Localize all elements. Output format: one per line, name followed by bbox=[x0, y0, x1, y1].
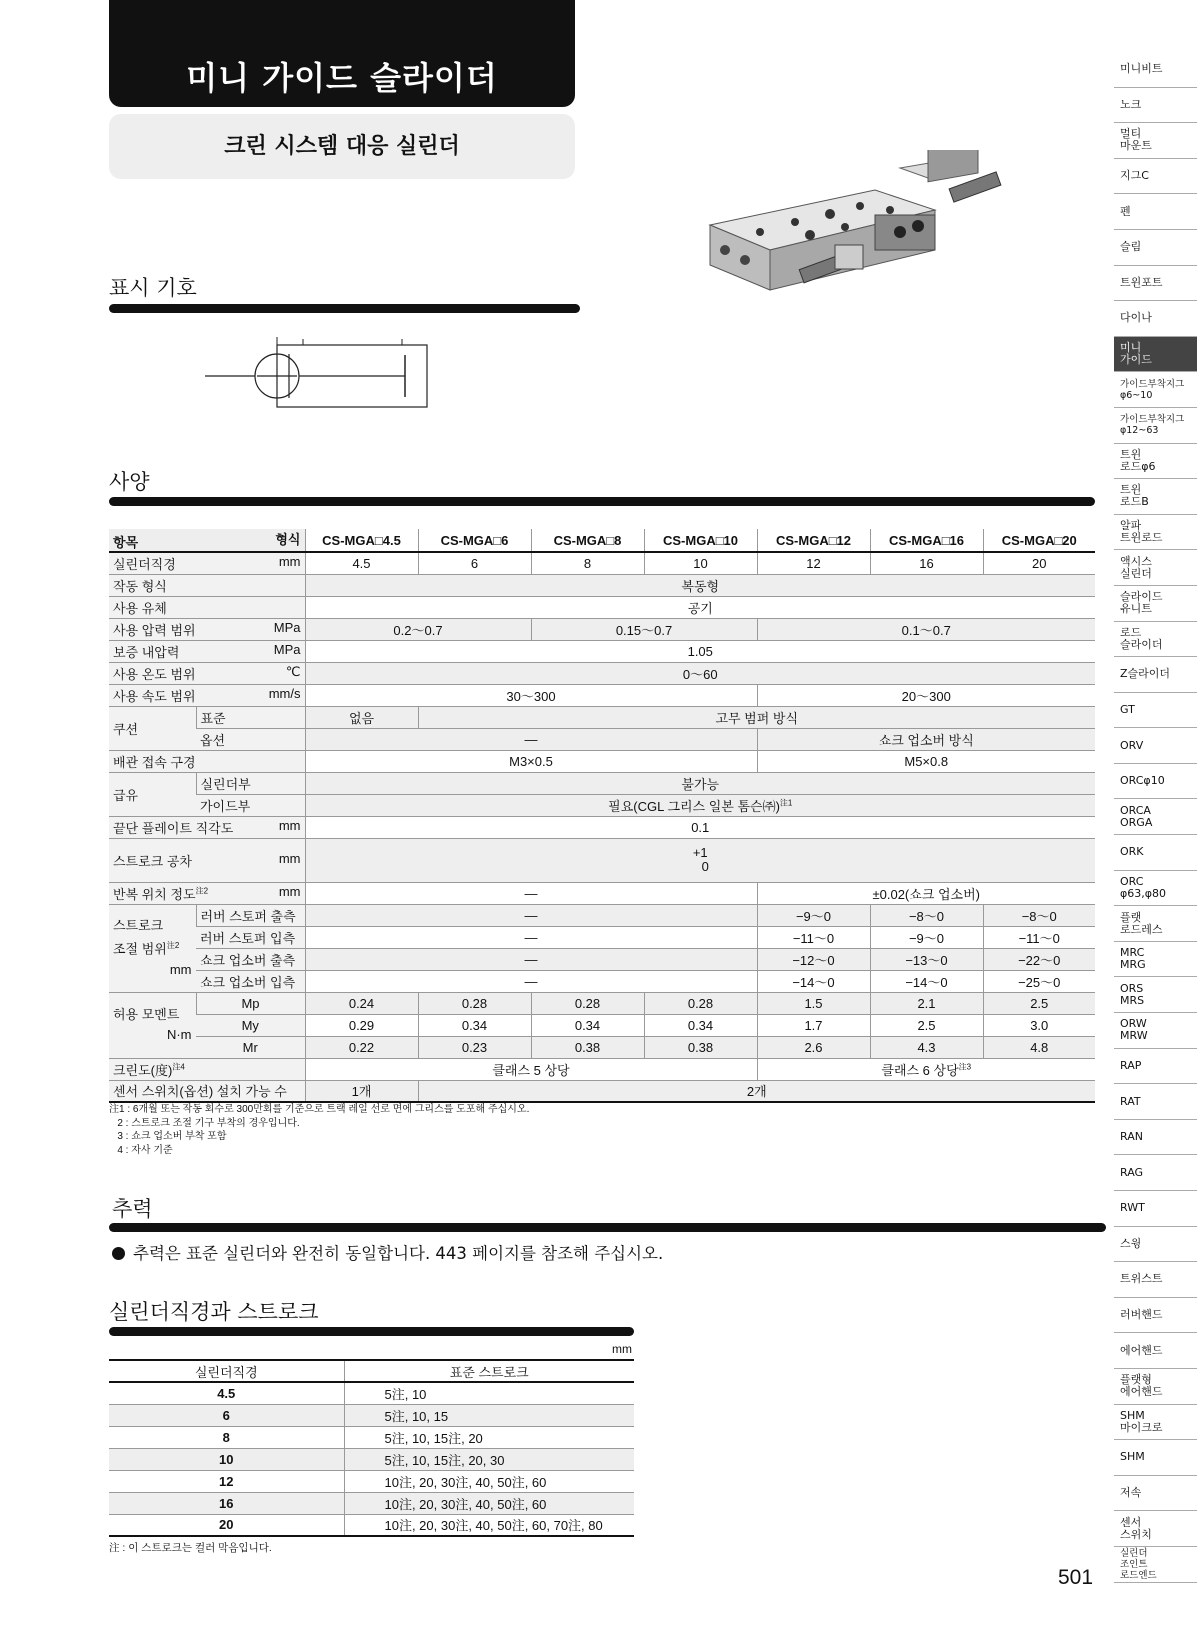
model-name: CS-MGA□8 bbox=[531, 529, 644, 552]
cell: −8～0 bbox=[983, 904, 1095, 926]
cell: 0.2～0.7 bbox=[305, 618, 531, 640]
stroke-cell: 10注, 20, 30注, 40, 50注, 60, 70注, 80 bbox=[344, 1514, 634, 1536]
row-label bbox=[109, 882, 305, 904]
cell: 0.24 bbox=[305, 992, 418, 1014]
row-sublabel: Mr bbox=[196, 1036, 305, 1058]
row-label bbox=[109, 904, 196, 992]
cell: −14～0 bbox=[757, 970, 870, 992]
row-unit: mm bbox=[278, 850, 301, 866]
spec-row-tolerance bbox=[109, 838, 1095, 882]
side-index-item[interactable]: 트윈 로드φ6 bbox=[1114, 444, 1197, 480]
cell: −12～0 bbox=[757, 948, 870, 970]
cell: — bbox=[305, 926, 757, 948]
cell: 0.28 bbox=[418, 992, 531, 1014]
stroke-cell: 5注, 10, 15 bbox=[344, 1404, 634, 1426]
section-title-spec: 사양 bbox=[109, 470, 150, 494]
cell: 0.1 bbox=[305, 816, 1095, 838]
row-unit: mm bbox=[169, 961, 192, 977]
bore-cell: 16 bbox=[109, 1492, 344, 1514]
row-sublabel: 쇼크 업소버 출측 bbox=[196, 948, 305, 970]
cell: 고무 범퍼 방식 bbox=[418, 706, 1095, 728]
cell: 4.3 bbox=[870, 1036, 983, 1058]
stroke-cell: 5注, 10, 15注, 20 bbox=[344, 1426, 634, 1448]
cell: — bbox=[305, 948, 757, 970]
cell: 불가능 bbox=[305, 772, 1095, 794]
section-bar bbox=[109, 1223, 1106, 1232]
cell: 10 bbox=[644, 552, 757, 574]
spec-table bbox=[109, 529, 1095, 1103]
spec-header-cell bbox=[109, 529, 305, 552]
row-label: 배관 접속 구경 bbox=[109, 750, 305, 772]
cell: 20～300 bbox=[757, 684, 1095, 706]
cell: 2.5 bbox=[870, 1014, 983, 1036]
side-index-item[interactable]: 러버핸드 bbox=[1114, 1298, 1197, 1334]
row-label-text: 크린도(度) bbox=[113, 1062, 173, 1078]
side-index-item[interactable]: 미니비트 bbox=[1114, 52, 1197, 88]
cell: 1.05 bbox=[305, 640, 1095, 662]
product-image bbox=[700, 150, 1020, 320]
cell: 4.5 bbox=[305, 552, 418, 574]
note-ref: 注4 bbox=[172, 1062, 185, 1072]
spec-row-moment bbox=[109, 992, 1095, 1014]
row-label bbox=[109, 640, 305, 662]
side-index-item[interactable]: SHM bbox=[1114, 1440, 1197, 1476]
row-sublabel: My bbox=[196, 1014, 305, 1036]
cell: 0.34 bbox=[418, 1014, 531, 1036]
tolerance-plus: +1 bbox=[692, 845, 708, 860]
cell: −11～0 bbox=[757, 926, 870, 948]
cell: −9～0 bbox=[757, 904, 870, 926]
side-index-item[interactable]: 플랫 로드레스 bbox=[1114, 906, 1197, 942]
cell: 0.29 bbox=[305, 1014, 418, 1036]
spec-row-clean bbox=[109, 1058, 1095, 1080]
row-label-text: 보증 내압력 bbox=[113, 644, 180, 660]
cell bbox=[305, 794, 1095, 816]
side-index-item[interactable]: ORW MRW bbox=[1114, 1013, 1197, 1049]
side-index-item[interactable]: 슬라이드 유니트 bbox=[1114, 586, 1197, 622]
side-index-item[interactable]: 로드 슬라이더 bbox=[1114, 622, 1197, 658]
row-label: 작동 형식 bbox=[109, 574, 305, 596]
spec-row-cushion-std bbox=[109, 706, 1095, 728]
stroke-cell: 5注, 10 bbox=[344, 1382, 634, 1404]
cell: 0.15～0.7 bbox=[531, 618, 757, 640]
side-index-item[interactable]: 미니 가이드 bbox=[1114, 337, 1197, 373]
note-line: 注1 : 6개월 또는 작동 회수로 300만회를 기준으로 트랙 레일 선로 면에 그리스를 도포해 주십시오. bbox=[109, 1104, 530, 1115]
bore-cell: 12 bbox=[109, 1470, 344, 1492]
cell: 1개 bbox=[305, 1080, 418, 1102]
force-text bbox=[112, 1240, 663, 1264]
stroke-cell: 10注, 20, 30注, 40, 50注, 60 bbox=[344, 1492, 634, 1514]
row-sublabel: 쇼크 업소버 입측 bbox=[196, 970, 305, 992]
cell: −11～0 bbox=[983, 926, 1095, 948]
row-unit: ℃ bbox=[285, 663, 301, 679]
spec-row-adjust bbox=[109, 926, 1095, 948]
row-label-text: 끝단 플레이트 직각도 bbox=[113, 820, 234, 836]
row-sublabel: 러버 스토퍼 출측 bbox=[196, 904, 305, 926]
cell: — bbox=[305, 728, 757, 750]
spec-header-item: 항목 bbox=[113, 535, 139, 550]
row-sublabel: 표준 bbox=[196, 706, 305, 728]
cell: 0.34 bbox=[644, 1014, 757, 1036]
cell: −25～0 bbox=[983, 970, 1095, 992]
cell-text: 필요(CGL 그리스 일본 톰슨㈜) bbox=[608, 798, 780, 814]
cell: −8～0 bbox=[870, 904, 983, 926]
note-ref: 注2 bbox=[166, 941, 180, 951]
cell: — bbox=[305, 882, 757, 904]
page-subtitle: 크린 시스템 대응 실린더 bbox=[109, 114, 575, 179]
cell: 0.28 bbox=[644, 992, 757, 1014]
cell: 없음 bbox=[305, 706, 418, 728]
tolerance-zero: 0 bbox=[701, 859, 709, 874]
stroke-cell: 10注, 20, 30注, 40, 50注, 60 bbox=[344, 1470, 634, 1492]
cell: 클래스 5 상당 bbox=[305, 1058, 757, 1080]
side-index-item[interactable]: 다이나 bbox=[1114, 301, 1197, 337]
row-sublabel: 가이드부 bbox=[196, 794, 305, 816]
cell: 2.6 bbox=[757, 1036, 870, 1058]
side-index-nav bbox=[1114, 52, 1197, 1583]
bore-cell: 8 bbox=[109, 1426, 344, 1448]
stroke-header bbox=[109, 1360, 634, 1382]
side-index-item[interactable]: RWT bbox=[1114, 1191, 1197, 1227]
cell: 복동형 bbox=[305, 574, 1095, 596]
cell: 2.5 bbox=[983, 992, 1095, 1014]
cell: 0.22 bbox=[305, 1036, 418, 1058]
cell: −14～0 bbox=[870, 970, 983, 992]
side-index-item[interactable]: ORCA ORGA bbox=[1114, 799, 1197, 835]
cell: 공기 bbox=[305, 596, 1095, 618]
cell: 2.1 bbox=[870, 992, 983, 1014]
header-stroke: 표준 스트로크 bbox=[344, 1360, 634, 1382]
spec-row-moment bbox=[109, 1014, 1095, 1036]
spec-row-speed bbox=[109, 684, 1095, 706]
cell: 3.0 bbox=[983, 1014, 1095, 1036]
cell: 1.5 bbox=[757, 992, 870, 1014]
stroke-row bbox=[109, 1448, 634, 1470]
spec-row-lube-guide bbox=[109, 794, 1095, 816]
cell: — bbox=[305, 904, 757, 926]
section-title-symbol: 표시 기호 bbox=[109, 276, 197, 300]
row-label bbox=[109, 992, 196, 1058]
row-label-text: 반복 위치 정도 bbox=[113, 886, 196, 902]
side-index-item[interactable]: ORK bbox=[1114, 835, 1197, 871]
cell: −22～0 bbox=[983, 948, 1095, 970]
force-text-content: 추력은 표준 실린더와 완전히 동일합니다. 443 페이지를 참조해 주십시오. bbox=[133, 1244, 664, 1263]
spec-row-adjust bbox=[109, 970, 1095, 992]
spec-row-lube-cyl bbox=[109, 772, 1095, 794]
spec-row-squareness bbox=[109, 816, 1095, 838]
row-label-text: 스트로크 bbox=[113, 918, 164, 934]
side-index-item[interactable]: 에어핸드 bbox=[1114, 1333, 1197, 1369]
side-index-item[interactable]: 트윈포트 bbox=[1114, 266, 1197, 302]
model-name: CS-MGA□16 bbox=[870, 529, 983, 552]
cell: M3×0.5 bbox=[305, 750, 757, 772]
note-ref: 注2 bbox=[195, 886, 209, 896]
side-index-item[interactable]: 가이드부착지그 φ6~10 bbox=[1114, 372, 1197, 408]
side-index-item[interactable]: 트위스트 bbox=[1114, 1262, 1197, 1298]
row-label: 쿠션 bbox=[109, 706, 196, 750]
spec-row-repeat bbox=[109, 882, 1095, 904]
stroke-note: 注 : 이 스트로크는 컬러 막음입니다. bbox=[109, 1542, 272, 1554]
side-index-item[interactable]: ORCφ10 bbox=[1114, 764, 1197, 800]
cell: −9～0 bbox=[870, 926, 983, 948]
section-bar bbox=[109, 304, 580, 313]
row-sublabel: 옵션 bbox=[196, 728, 305, 750]
row-sublabel: 러버 스토퍼 입측 bbox=[196, 926, 305, 948]
cell: 12 bbox=[757, 552, 870, 574]
bore-cell: 6 bbox=[109, 1404, 344, 1426]
side-index-item[interactable]: 트윈 로드B bbox=[1114, 479, 1197, 515]
spec-row-pressure bbox=[109, 618, 1095, 640]
spec-row-fluid bbox=[109, 596, 1095, 618]
cell: 0.1～0.7 bbox=[757, 618, 1095, 640]
row-unit: mm bbox=[278, 817, 301, 833]
row-label bbox=[109, 662, 305, 684]
side-index-item[interactable]: 액시스 실린더 bbox=[1114, 550, 1197, 586]
row-label-text: 사용 온도 범위 bbox=[113, 666, 196, 682]
cell: 6 bbox=[418, 552, 531, 574]
page-title: 미니 가이드 슬라이더 bbox=[109, 0, 575, 107]
row-label bbox=[109, 838, 305, 882]
header-bore: 실린더직경 bbox=[109, 1360, 344, 1382]
spec-row-cushion-opt bbox=[109, 728, 1095, 750]
row-label-text: 스트로크 공차 bbox=[113, 853, 192, 869]
model-name: CS-MGA□10 bbox=[644, 529, 757, 552]
spec-row-adjust bbox=[109, 904, 1095, 926]
side-index-item[interactable]: ORV bbox=[1114, 728, 1197, 764]
row-label-text: 조절 범위 bbox=[113, 941, 167, 957]
model-name: CS-MGA□12 bbox=[757, 529, 870, 552]
row-label: 사용 유체 bbox=[109, 596, 305, 618]
row-unit: mm bbox=[278, 553, 301, 569]
side-index-item[interactable]: ORC φ63,φ80 bbox=[1114, 871, 1197, 907]
cylinder-symbol bbox=[205, 335, 430, 410]
row-sublabel: 실린더부 bbox=[196, 772, 305, 794]
spec-row-sensor bbox=[109, 1080, 1095, 1102]
cell: 30～300 bbox=[305, 684, 757, 706]
side-index-item[interactable]: SHM 마이크로 bbox=[1114, 1405, 1197, 1441]
side-index-item[interactable]: 플랫형 에어핸드 bbox=[1114, 1369, 1197, 1405]
side-index-item[interactable]: MRC MRG bbox=[1114, 942, 1197, 978]
row-unit: mm bbox=[278, 883, 301, 899]
stroke-row bbox=[109, 1470, 634, 1492]
spec-row-moment bbox=[109, 1036, 1095, 1058]
cell: −13～0 bbox=[870, 948, 983, 970]
stroke-unit: mm bbox=[612, 1342, 632, 1356]
note-line: 4 : 자사 기준 bbox=[109, 1144, 173, 1156]
stroke-row bbox=[109, 1426, 634, 1448]
side-index-item[interactable]: 슬림 bbox=[1114, 230, 1197, 266]
spec-row-temp bbox=[109, 662, 1095, 684]
row-sublabel: Mp bbox=[196, 992, 305, 1014]
row-unit: MPa bbox=[273, 641, 301, 657]
cell: 1.7 bbox=[757, 1014, 870, 1036]
side-index-item[interactable]: RAN bbox=[1114, 1120, 1197, 1156]
cell: 0.38 bbox=[531, 1036, 644, 1058]
spec-row-bore bbox=[109, 552, 1095, 574]
model-name: CS-MGA□20 bbox=[983, 529, 1095, 552]
cell: 0～60 bbox=[305, 662, 1095, 684]
bore-cell: 20 bbox=[109, 1514, 344, 1536]
cell: 쇼크 업소버 방식 bbox=[757, 728, 1095, 750]
row-unit: MPa bbox=[273, 619, 301, 635]
row-label-text: 허용 모멘트 bbox=[113, 1007, 180, 1022]
side-index-item[interactable]: 노크 bbox=[1114, 88, 1197, 124]
side-index-item[interactable]: RAG bbox=[1114, 1155, 1197, 1191]
row-label bbox=[109, 684, 305, 706]
cell bbox=[757, 1058, 1095, 1080]
side-index-item[interactable]: 실린더 조인트 로드엔드 bbox=[1114, 1547, 1197, 1583]
spec-row-proof bbox=[109, 640, 1095, 662]
row-label: 센서 스위치(옵션) 설치 가능 수 bbox=[109, 1080, 305, 1102]
bore-cell: 4.5 bbox=[109, 1382, 344, 1404]
stroke-row bbox=[109, 1404, 634, 1426]
stroke-cell: 5注, 10, 15注, 20, 30 bbox=[344, 1448, 634, 1470]
row-label bbox=[109, 1058, 305, 1080]
side-index-item[interactable]: RAT bbox=[1114, 1084, 1197, 1120]
side-index-item[interactable]: 가이드부착지그 φ12~63 bbox=[1114, 408, 1197, 444]
section-title-force: 추력 bbox=[112, 1197, 153, 1221]
cell: 4.8 bbox=[983, 1036, 1095, 1058]
row-label-text: 사용 압력 범위 bbox=[113, 622, 196, 638]
stroke-row bbox=[109, 1492, 634, 1514]
row-label-text: 실린더직경 bbox=[113, 556, 176, 572]
side-index-item[interactable]: 센서 스위치 bbox=[1114, 1511, 1197, 1547]
side-index-item[interactable]: 알파 트윈로드 bbox=[1114, 515, 1197, 551]
stroke-row bbox=[109, 1514, 634, 1536]
cell: — bbox=[305, 970, 757, 992]
side-index-item[interactable]: 저속 bbox=[1114, 1476, 1197, 1512]
side-index-item[interactable]: 스윙 bbox=[1114, 1227, 1197, 1263]
spec-notes bbox=[109, 1103, 529, 1157]
side-index-item[interactable]: ORS MRS bbox=[1114, 977, 1197, 1013]
cell: 0.34 bbox=[531, 1014, 644, 1036]
side-index-item[interactable]: Z슬라이더 bbox=[1114, 657, 1197, 693]
page-number: 501 bbox=[1058, 1566, 1094, 1589]
cell: 20 bbox=[983, 552, 1095, 574]
row-label bbox=[109, 552, 305, 574]
cell: 8 bbox=[531, 552, 644, 574]
row-label-text: 사용 속도 범위 bbox=[113, 688, 196, 704]
cell-text: 클래스 6 상당 bbox=[881, 1062, 959, 1078]
section-bar bbox=[109, 497, 1095, 506]
side-index-item[interactable]: RAP bbox=[1114, 1049, 1197, 1085]
model-name: CS-MGA□4.5 bbox=[305, 529, 418, 552]
bore-cell: 10 bbox=[109, 1448, 344, 1470]
cell bbox=[305, 838, 1095, 882]
side-index-item[interactable]: 지그C bbox=[1114, 159, 1197, 195]
spec-header-model: 형식 bbox=[275, 532, 301, 547]
cell: 16 bbox=[870, 552, 983, 574]
cell: M5×0.8 bbox=[757, 750, 1095, 772]
section-bar bbox=[109, 1327, 634, 1336]
stroke-row bbox=[109, 1382, 634, 1404]
side-index-item[interactable]: GT bbox=[1114, 693, 1197, 729]
model-name: CS-MGA□6 bbox=[418, 529, 531, 552]
note-ref: 注1 bbox=[779, 798, 793, 808]
note-line: 2 : 스트로크 조절 기구 부착의 경우입니다. bbox=[109, 1117, 300, 1129]
note-line: 3 : 쇼크 업소버 부착 포함 bbox=[109, 1131, 227, 1142]
stroke-table bbox=[109, 1359, 634, 1537]
side-index-item[interactable]: 멀티 마운트 bbox=[1114, 123, 1197, 159]
spec-row-action bbox=[109, 574, 1095, 596]
row-unit: mm/s bbox=[268, 685, 301, 701]
row-label bbox=[109, 816, 305, 838]
spec-row-adjust bbox=[109, 948, 1095, 970]
cell: 2개 bbox=[418, 1080, 1095, 1102]
row-label bbox=[109, 618, 305, 640]
side-index-item[interactable]: 펜 bbox=[1114, 194, 1197, 230]
spec-row-port bbox=[109, 750, 1095, 772]
row-label: 급유 bbox=[109, 772, 196, 816]
cell: 0.38 bbox=[644, 1036, 757, 1058]
bullet-icon bbox=[112, 1247, 125, 1260]
note-ref: 注3 bbox=[958, 1062, 972, 1072]
cell: 0.28 bbox=[531, 992, 644, 1014]
cell: 0.23 bbox=[418, 1036, 531, 1058]
row-unit: N·m bbox=[166, 1027, 192, 1042]
cell: ±0.02(쇼크 업소버) bbox=[757, 882, 1095, 904]
section-title-stroke: 실린더직경과 스트로크 bbox=[109, 1300, 319, 1324]
